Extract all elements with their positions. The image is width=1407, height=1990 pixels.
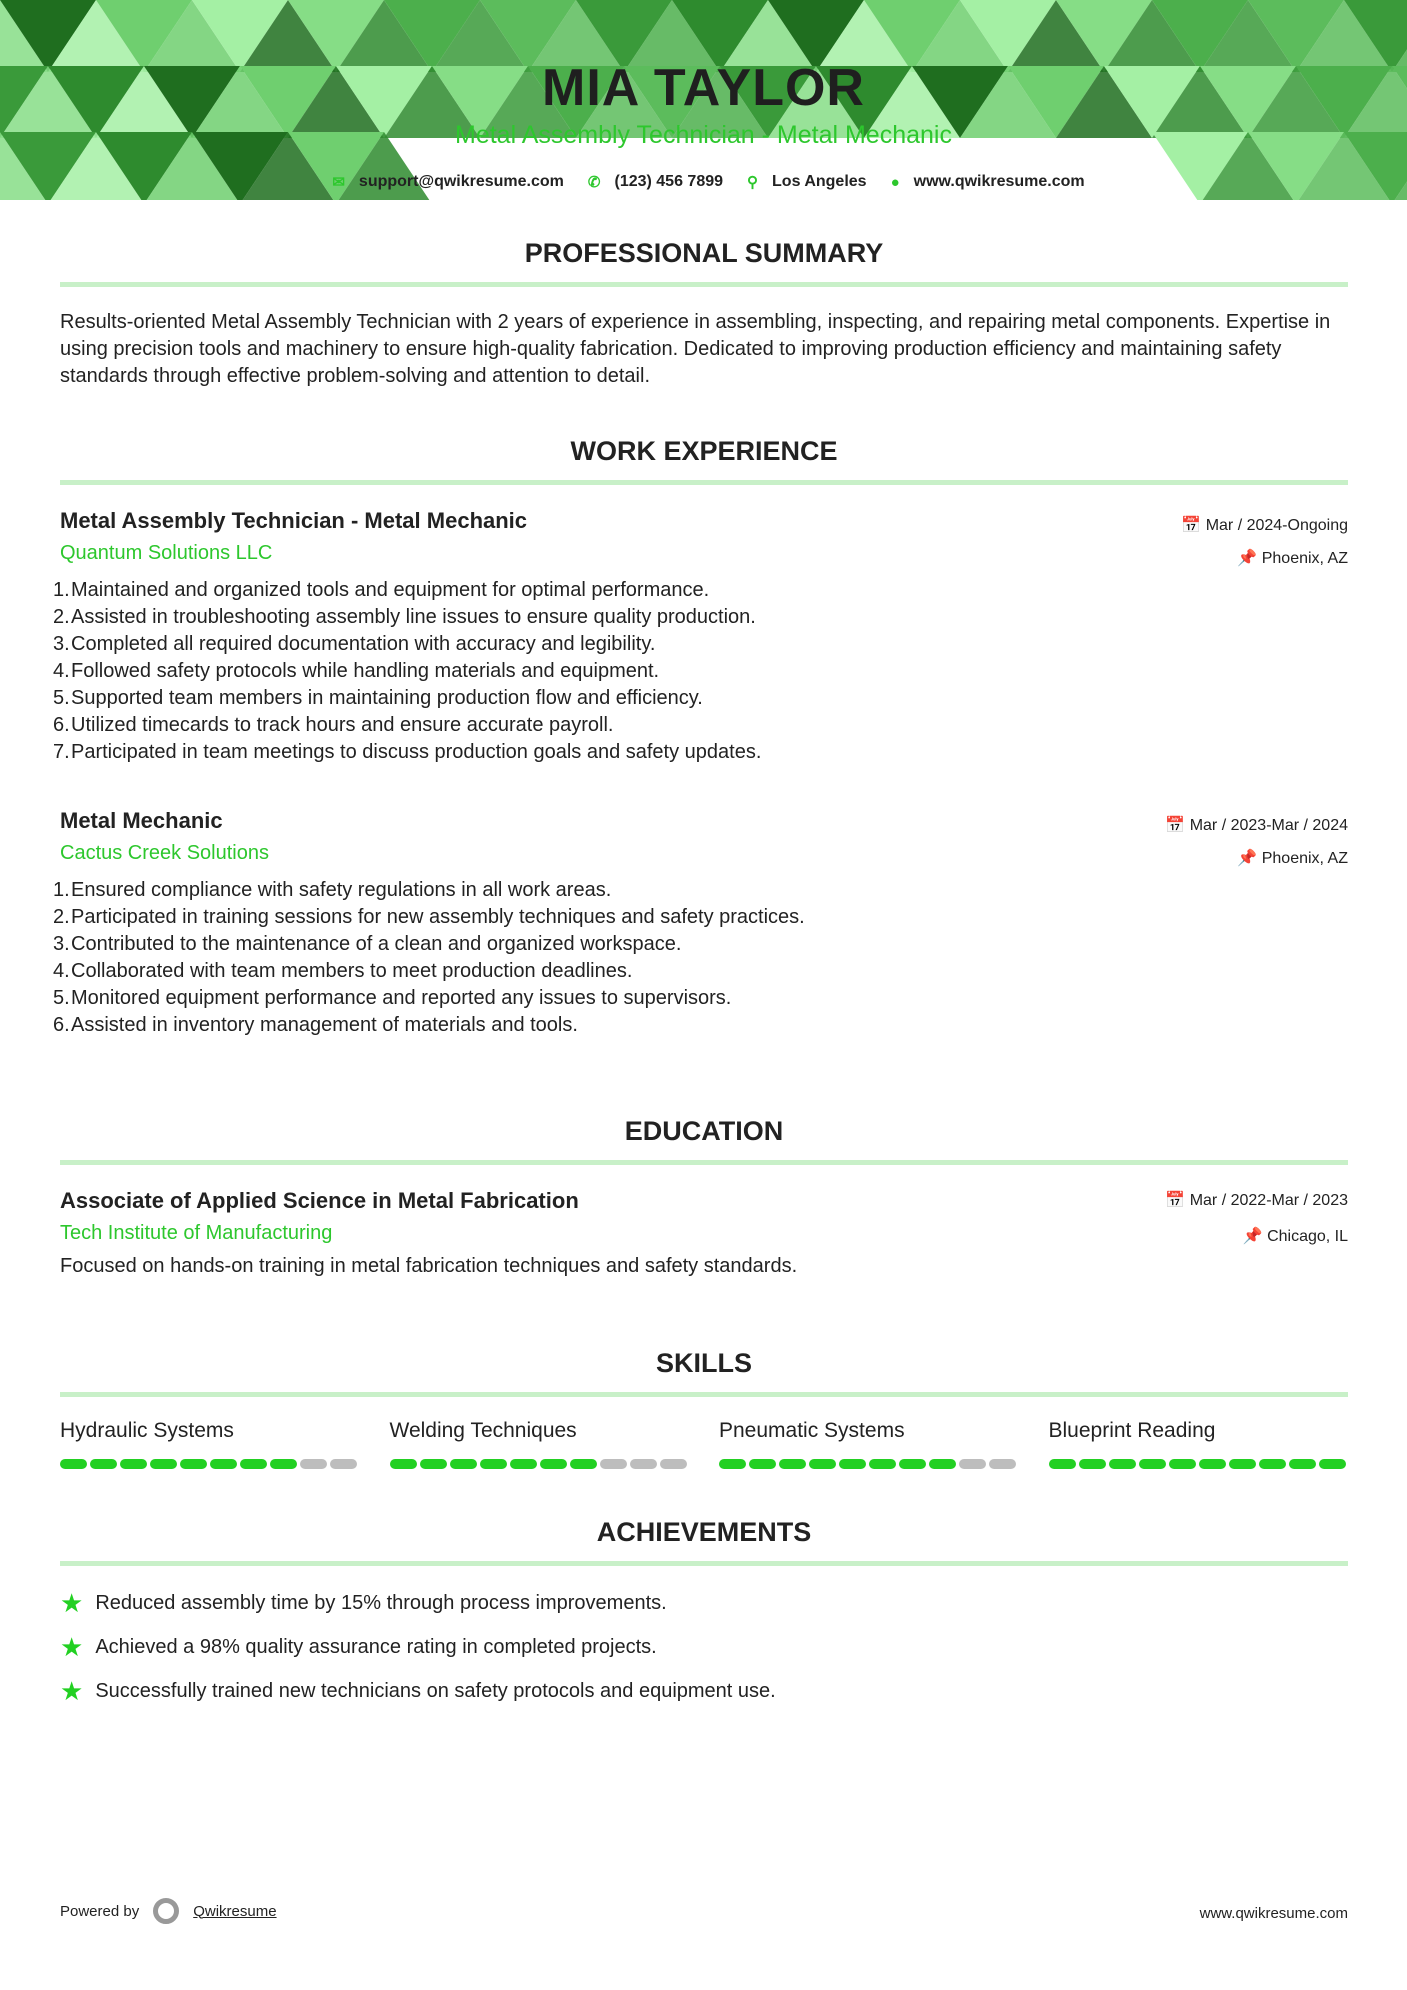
phone-icon: ✆ bbox=[587, 174, 601, 191]
skill-name: Welding Techniques bbox=[389, 1419, 577, 1442]
pin-icon: 📌 bbox=[1237, 550, 1262, 567]
contact-bar bbox=[0, 173, 1407, 191]
envelope-icon: ✉ bbox=[332, 174, 345, 191]
list-item: 6.Assisted in inventory management of materials and tools. bbox=[53, 1014, 578, 1036]
star-icon: ★ bbox=[60, 1588, 84, 1618]
summary-text: Results-oriented Metal Assembly Technician with 2 years of experience in assembling, inspecting, and repairing metal components. Expertise in using precision tools and machinery to ensure high-quality fabrication. Dedicated to improving production efficiency and maintaining safety standards through effective problem-solving and attention to detail. bbox=[60, 311, 1331, 387]
skill-segment bbox=[809, 1459, 836, 1469]
skill-segment bbox=[749, 1459, 776, 1469]
skill-segment bbox=[929, 1459, 956, 1469]
education-entry bbox=[60, 1188, 1348, 1280]
school: Tech Institute of Manufacturing bbox=[60, 1222, 333, 1244]
calendar-icon: 📅 bbox=[1181, 517, 1206, 534]
job-entry bbox=[53, 508, 1348, 766]
list-item: 3.Completed all required documentation with accuracy and legibility. bbox=[53, 633, 656, 655]
skill-segment bbox=[779, 1459, 806, 1469]
skill-segment bbox=[959, 1459, 986, 1469]
skill-segment bbox=[869, 1459, 896, 1469]
website[interactable]: www.qwikresume.com bbox=[913, 173, 1085, 190]
company: Cactus Creek Solutions bbox=[60, 842, 269, 864]
email[interactable]: support@qwikresume.com bbox=[358, 173, 564, 190]
skill-segment bbox=[719, 1459, 746, 1469]
education-description: Focused on hands-on training in metal fabrication techniques and safety standards. bbox=[60, 1255, 798, 1277]
location: Chicago, IL bbox=[1267, 1228, 1348, 1245]
skill-segment bbox=[1229, 1459, 1256, 1469]
job-title: Metal Assembly Technician - Metal Mechanic bbox=[60, 508, 528, 533]
calendar-icon: 📅 bbox=[1165, 817, 1190, 834]
skill-segment bbox=[150, 1459, 177, 1469]
skill-segment bbox=[240, 1459, 267, 1469]
skill-segment bbox=[300, 1459, 327, 1469]
powered-by: Powered by bbox=[60, 1902, 140, 1920]
location: Los Angeles bbox=[772, 173, 867, 190]
skill-item bbox=[60, 1419, 360, 1469]
experience-section bbox=[60, 436, 1348, 485]
skill-segment bbox=[90, 1459, 117, 1469]
dates: Mar / 2023-Mar / 2024 bbox=[1189, 817, 1348, 834]
list-item: 3.Contributed to the maintenance of a clean and organized workspace. bbox=[53, 933, 682, 955]
star-icon: ★ bbox=[60, 1676, 84, 1706]
skill-name: Blueprint Reading bbox=[1048, 1419, 1216, 1442]
section-heading: SKILLS bbox=[655, 1348, 752, 1378]
achievements-section bbox=[60, 1517, 1348, 1566]
skill-segment bbox=[450, 1459, 477, 1469]
skill-segment bbox=[1169, 1459, 1196, 1469]
map-pin-icon: ⚲ bbox=[747, 174, 759, 191]
list-item: 4.Followed safety protocols while handling materials and equipment. bbox=[53, 660, 660, 682]
location: Phoenix, AZ bbox=[1261, 850, 1348, 867]
qwikresume-logo-icon bbox=[153, 1898, 179, 1924]
dates: Mar / 2022-Mar / 2023 bbox=[1189, 1192, 1348, 1209]
achievement-item: ★ Successfully trained new technicians on safety protocols and equipment use. bbox=[60, 1676, 776, 1706]
candidate-title: Metal Assembly Technician - Metal Mechanic bbox=[455, 121, 952, 149]
divider bbox=[60, 282, 1348, 287]
company: Quantum Solutions LLC bbox=[60, 542, 273, 564]
skill-level-bar bbox=[1049, 1459, 1349, 1469]
skill-segment bbox=[839, 1459, 866, 1469]
skill-segment bbox=[480, 1459, 507, 1469]
calendar-icon: 📅 bbox=[1165, 1192, 1190, 1209]
skill-segment bbox=[1109, 1459, 1136, 1469]
section-heading: WORK EXPERIENCE bbox=[570, 436, 838, 466]
skill-item bbox=[390, 1419, 690, 1469]
skill-segment bbox=[330, 1459, 357, 1469]
pin-icon: 📌 bbox=[1242, 1228, 1268, 1245]
skill-level-bar bbox=[60, 1459, 360, 1469]
skill-segment bbox=[210, 1459, 237, 1469]
footer-left bbox=[60, 1898, 277, 1924]
list-item: 1.Maintained and organized tools and equipment for optimal performance. bbox=[53, 579, 710, 601]
job-entry bbox=[53, 808, 1348, 1039]
skill-segment bbox=[1289, 1459, 1316, 1469]
skill-segment bbox=[180, 1459, 207, 1469]
skill-segment bbox=[989, 1459, 1016, 1469]
footer-website[interactable]: www.qwikresume.com bbox=[1199, 1905, 1348, 1922]
skill-segment bbox=[570, 1459, 597, 1469]
job-title: Metal Mechanic bbox=[60, 808, 223, 833]
list-item: 7.Participated in team meetings to discuss production goals and safety updates. bbox=[53, 741, 762, 763]
skill-segment bbox=[120, 1459, 147, 1469]
skills-list bbox=[60, 1419, 1348, 1469]
skill-level-bar bbox=[719, 1459, 1019, 1469]
education-section bbox=[60, 1116, 1348, 1165]
skill-segment bbox=[540, 1459, 567, 1469]
globe-icon: ● bbox=[890, 173, 900, 191]
skill-segment bbox=[420, 1459, 447, 1469]
divider bbox=[60, 480, 1348, 485]
achievement-item: ★ Reduced assembly time by 15% through process improvements. bbox=[60, 1588, 667, 1618]
skill-item bbox=[1049, 1419, 1349, 1469]
skill-name: Hydraulic Systems bbox=[60, 1419, 234, 1442]
divider bbox=[60, 1160, 1348, 1165]
candidate-name: MIA TAYLOR bbox=[542, 59, 865, 117]
skill-segment bbox=[270, 1459, 297, 1469]
skill-segment bbox=[600, 1459, 627, 1469]
pin-icon: 📌 bbox=[1237, 850, 1262, 867]
list-item: 1.Ensured compliance with safety regulations in all work areas. bbox=[53, 879, 612, 901]
star-icon: ★ bbox=[60, 1632, 84, 1662]
skill-segment bbox=[1049, 1459, 1076, 1469]
divider bbox=[60, 1392, 1348, 1397]
degree: Associate of Applied Science in Metal Fabrication bbox=[60, 1188, 579, 1213]
skill-segment bbox=[660, 1459, 687, 1469]
summary-section bbox=[60, 238, 1348, 390]
skill-segment bbox=[630, 1459, 657, 1469]
section-heading: PROFESSIONAL SUMMARY bbox=[524, 238, 884, 268]
dates: Mar / 2024-Ongoing bbox=[1205, 517, 1348, 534]
skill-segment bbox=[1079, 1459, 1106, 1469]
skill-segment bbox=[510, 1459, 537, 1469]
location: Phoenix, AZ bbox=[1261, 550, 1348, 567]
section-heading: EDUCATION bbox=[624, 1116, 784, 1146]
list-item: 2.Assisted in troubleshooting assembly line issues to ensure quality production. bbox=[53, 606, 756, 628]
brand-link[interactable]: Qwikresume bbox=[193, 1902, 277, 1920]
list-item: 5.Monitored equipment performance and reported any issues to supervisors. bbox=[53, 987, 732, 1009]
list-item: 2.Participated in training sessions for new assembly techniques and safety practices. bbox=[53, 906, 805, 928]
divider bbox=[60, 1561, 1348, 1566]
skills-section bbox=[60, 1348, 1348, 1397]
list-item: 4.Collaborated with team members to meet production deadlines. bbox=[53, 960, 633, 982]
list-item: 5.Supported team members in maintaining production flow and efficiency. bbox=[53, 687, 703, 709]
skill-segment bbox=[1259, 1459, 1286, 1469]
list-item: 6.Utilized timecards to track hours and ensure accurate payroll. bbox=[53, 714, 614, 736]
phone: (123) 456 7899 bbox=[614, 173, 724, 190]
skill-segment bbox=[1199, 1459, 1226, 1469]
skill-name: Pneumatic Systems bbox=[719, 1419, 905, 1442]
skill-segment bbox=[1319, 1459, 1346, 1469]
skill-segment bbox=[899, 1459, 926, 1469]
skill-item bbox=[719, 1419, 1019, 1469]
skill-level-bar bbox=[390, 1459, 690, 1469]
skill-segment bbox=[60, 1459, 87, 1469]
skill-segment bbox=[1139, 1459, 1166, 1469]
skill-segment bbox=[390, 1459, 417, 1469]
achievement-item: ★ Achieved a 98% quality assurance rating in completed projects. bbox=[60, 1632, 657, 1662]
section-heading: ACHIEVEMENTS bbox=[596, 1517, 812, 1547]
